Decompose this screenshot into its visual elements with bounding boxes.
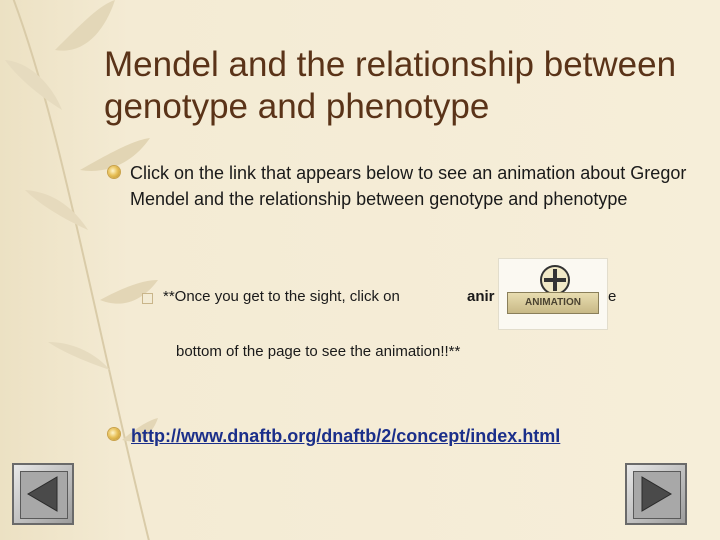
dnaftb-link[interactable]: http://www.dnaftb.org/dnaftb/2/concept/index.html	[131, 426, 561, 446]
bullet-icon	[108, 166, 120, 178]
bullet-icon	[108, 428, 120, 440]
animation-button[interactable]	[498, 258, 608, 330]
triangle-right-icon	[627, 465, 685, 523]
next-slide-button[interactable]	[625, 463, 687, 525]
triangle-left-icon	[14, 465, 72, 523]
sub-bullet-text: **Once you get to the sight, click on	[163, 288, 400, 305]
sub-bullet-anim-word: anir	[467, 288, 495, 305]
bullet-text: Click on the link that appears below to see an animation about Gregor Mendel and the relationship between genotype and phenotype	[130, 163, 687, 209]
animation-button-label: ANIMATION	[507, 292, 599, 314]
film-reel-icon	[540, 265, 570, 295]
sub-bullet-text-continued: bottom of the page to see the animation!!**	[176, 343, 461, 360]
sub-bullet-trailing: e	[608, 288, 617, 305]
slide-title: Mendel and the relationship between genotype and phenotype	[104, 45, 677, 126]
previous-slide-button[interactable]	[12, 463, 74, 525]
sub-bullet-icon	[142, 293, 153, 304]
